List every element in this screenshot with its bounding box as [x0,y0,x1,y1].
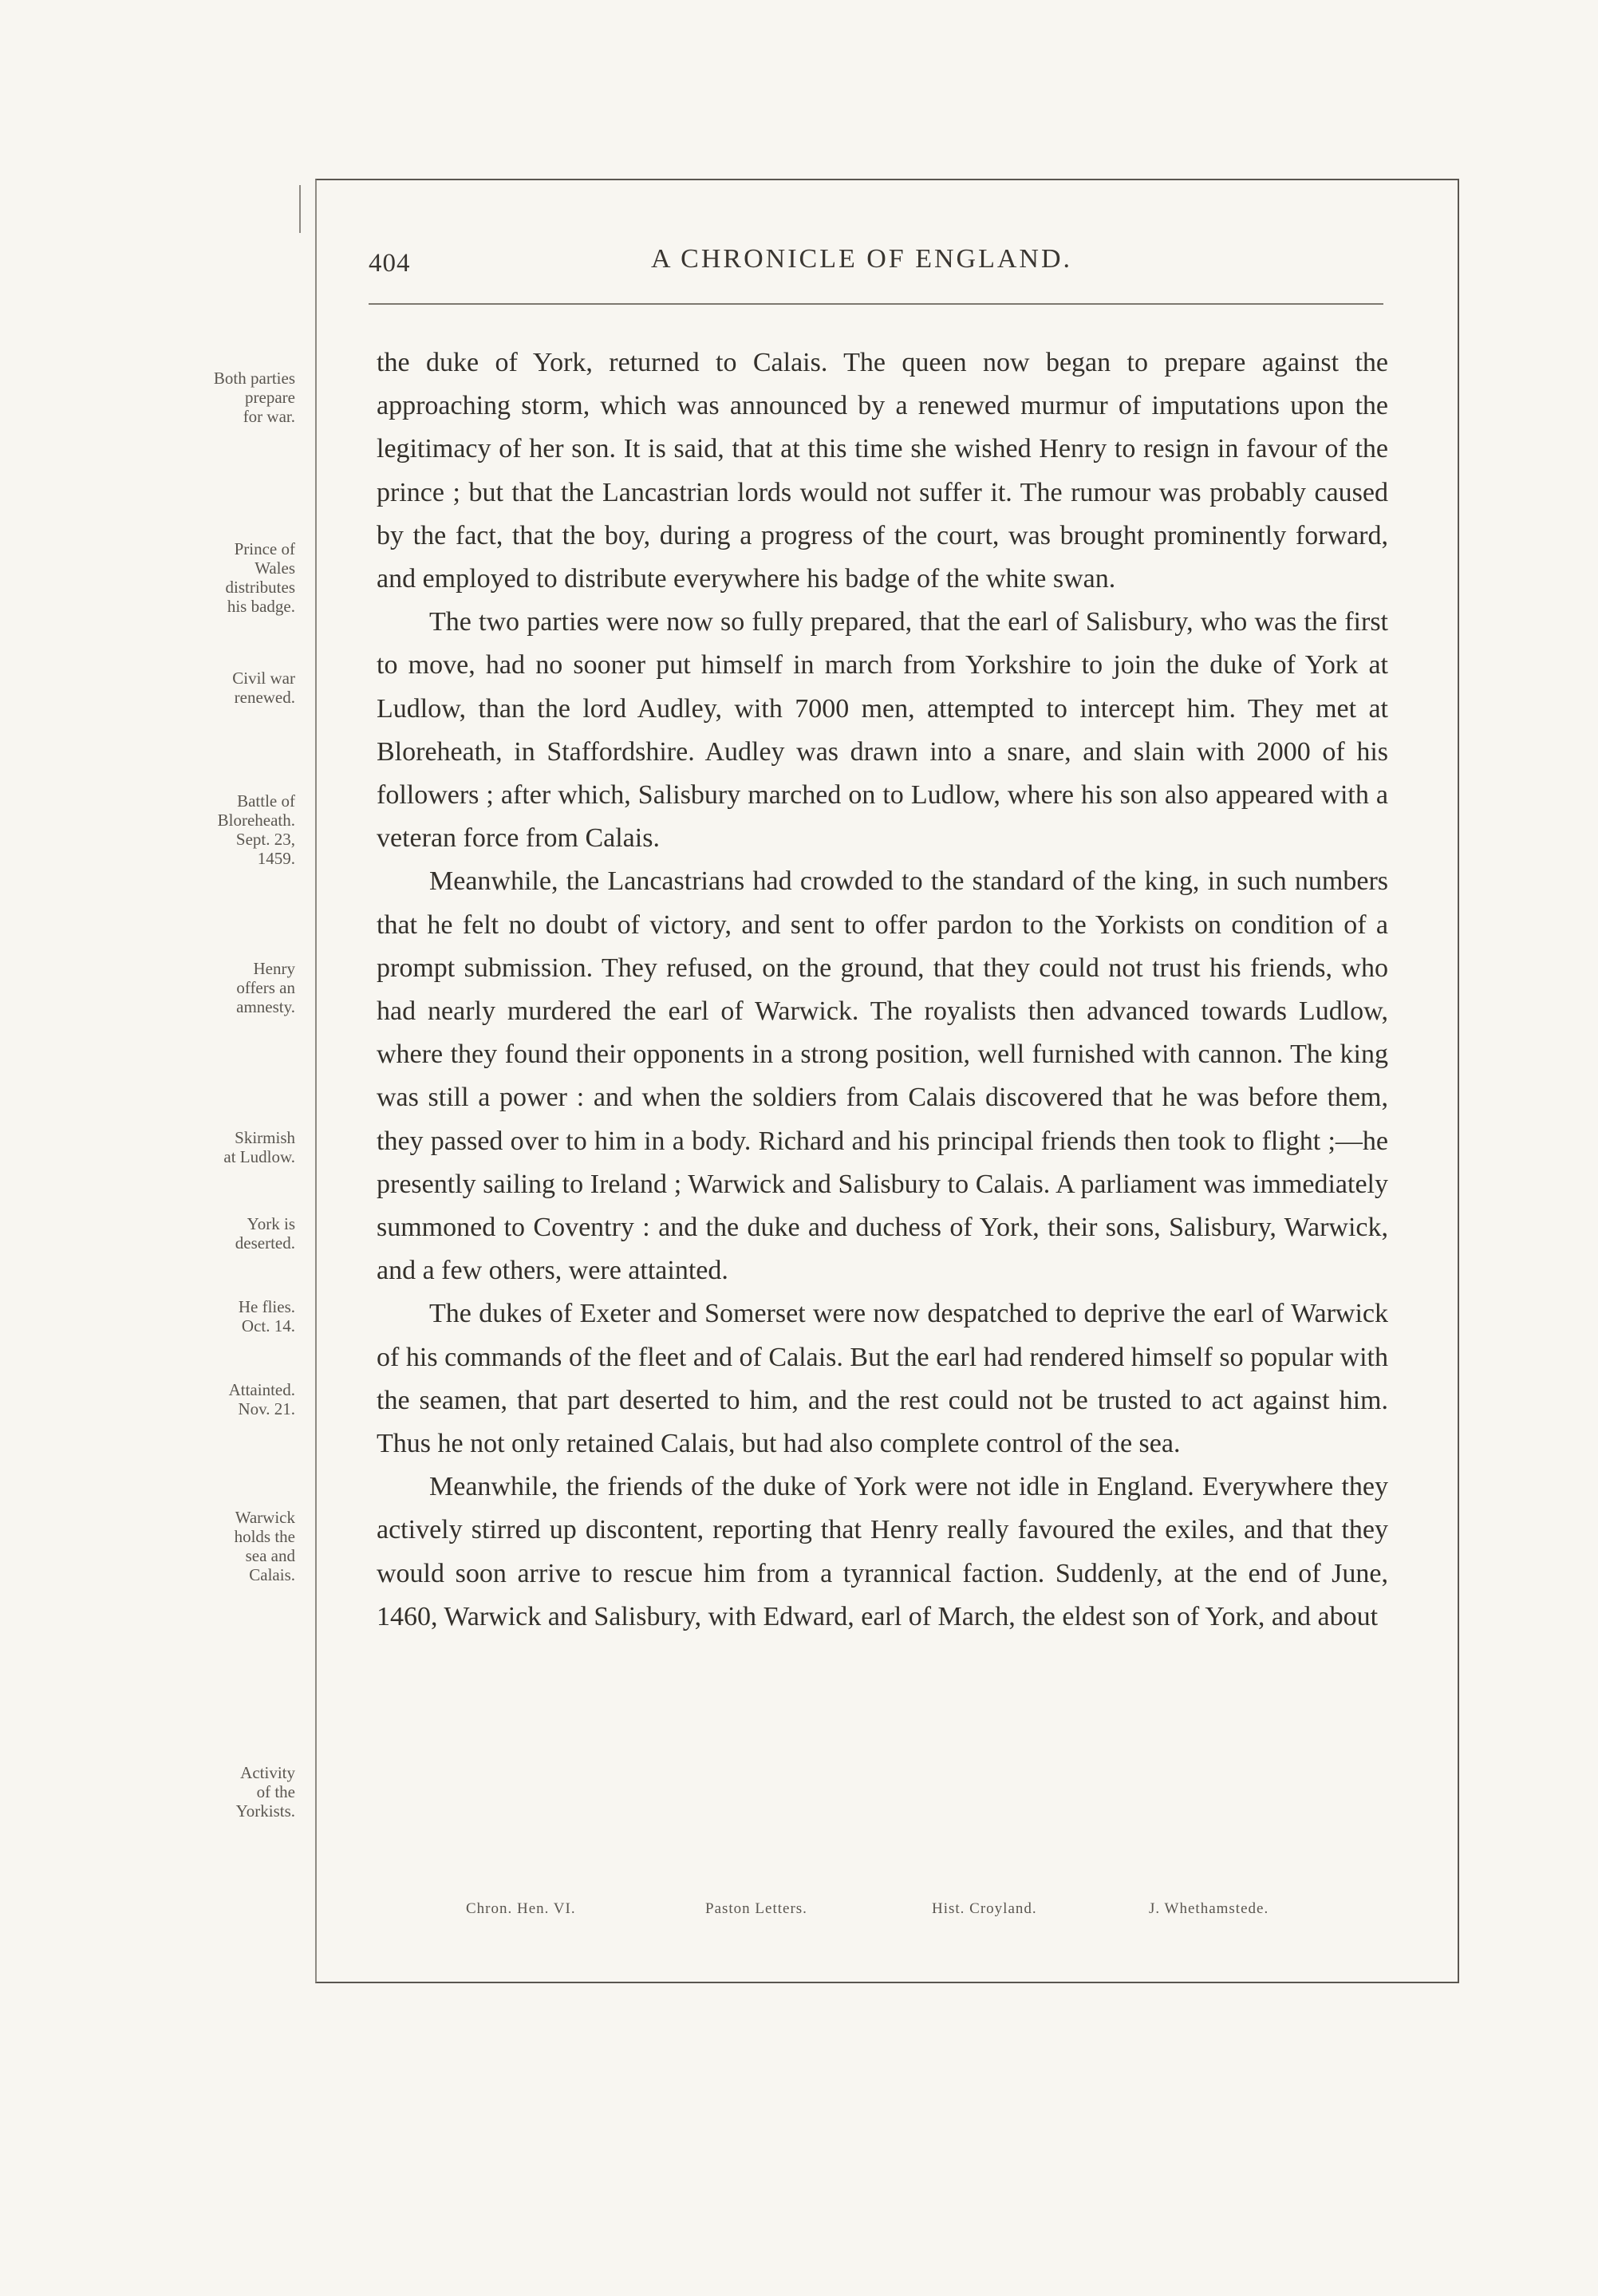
margin-note: Battle of Bloreheath. Sept. 23, 1459. [217,791,295,868]
paragraph: The dukes of Exeter and Somerset were now despatched to deprive the earl of Warwick of his commands of the fleet and of Calais. But the earl had rendered himself so popular with the seamen, that part deserted to him, and the rest could not be trusted to act against him. Thus he not only retained Calais, but had also complete control of the sea. [377,1299,1388,1459]
paragraph: the duke of York, returned to Calais. The queen now began to prepare against the approaching storm, which was announced by a renewed murmur of imputations upon the legitimacy of her son. It is said, that at this time she wished Henry to resign in favour of the prince ; but that the Lancastrian lords would not suffer it. The rumour was probably caused by the fact, that the boy, during a progress of the court, was brought prominently forward, and employed to distribute everywhere his badge of the white swan. [377,348,1388,594]
margin-note: Warwick holds the sea and Calais. [234,1508,295,1584]
paragraph: Meanwhile, the friends of the duke of York were not idle in England. Everywhere they actively stirred up discontent, reporting that Henry really favoured the exiles, and that they would soon arrive to rescue him from a tyrannical faction. Suddenly, at the end of June, 1460, Warwick and Salisbury, with Edward, earl of March, the eldest son of York, and about [377,1472,1388,1631]
margin-note: Prince of Wales distributes his badge. [225,539,295,616]
citation: Chron. Hen. VI. [466,1900,576,1917]
citation: Hist. Croyland. [932,1900,1037,1917]
paragraph: The two parties were now so fully prepared, that the earl of Salisbury, who was the first to move, had no sooner put himself in march from Yorkshire to join the duke of York at Ludlow, than the lord Audley, with 7000 men, attempted to intercept him. They met at Bloreheath, in Staffordshire. Audley was drawn into a snare, and slain with 2000 of his followers ; after which, Salisbury marched on to Ludlow, where his son also appeared with a veteran force from Calais. [377,607,1388,854]
citations-footer [377,1900,1388,1924]
margin-note: Civil war renewed. [232,669,295,707]
margin-note: He flies. Oct. 14. [238,1297,295,1335]
page-title: A CHRONICLE OF ENGLAND. [651,244,1072,274]
body-text [377,341,1388,1639]
header-rule [369,303,1383,305]
margin-note: Attainted. Nov. 21. [228,1380,295,1418]
running-head [369,244,1383,284]
frame-stub-line [299,185,301,233]
margin-note: Activity of the Yorkists. [235,1763,295,1821]
margin-note: Both parties prepare for war. [213,369,295,426]
margin-note: Henry offers an amnesty. [236,959,295,1016]
paragraph: Meanwhile, the Lancastrians had crowded to the standard of the king, in such numbers that he felt no doubt of victory, and sent to offer pardon to the Yorkists on condition of a prompt submission. They refused, on the ground, that they could not trust his friends, who had nearly murdered the earl of Warwick. The royalists then advanced towards Ludlow, where they found their opponents in a strong position, well furnished with cannon. The king was still a power : and when the soldiers from Calais discovered that he was before them, they passed over to him in a body. Richard and his principal friends then took to flight ;—he presently sailing to Ireland ; Warwick and Salisbury to Calais. A parliament was immediately summoned to Coventry : and the duke and duchess of York, their sons, Salisbury, Warwick, and a few others, were attainted. [377,866,1388,1286]
margin-note: Skirmish at Ludlow. [223,1128,295,1166]
page-number: 404 [369,249,411,278]
citation: J. Whethamstede. [1149,1900,1269,1917]
citation: Paston Letters. [705,1900,807,1917]
margin-note: York is deserted. [235,1214,295,1253]
